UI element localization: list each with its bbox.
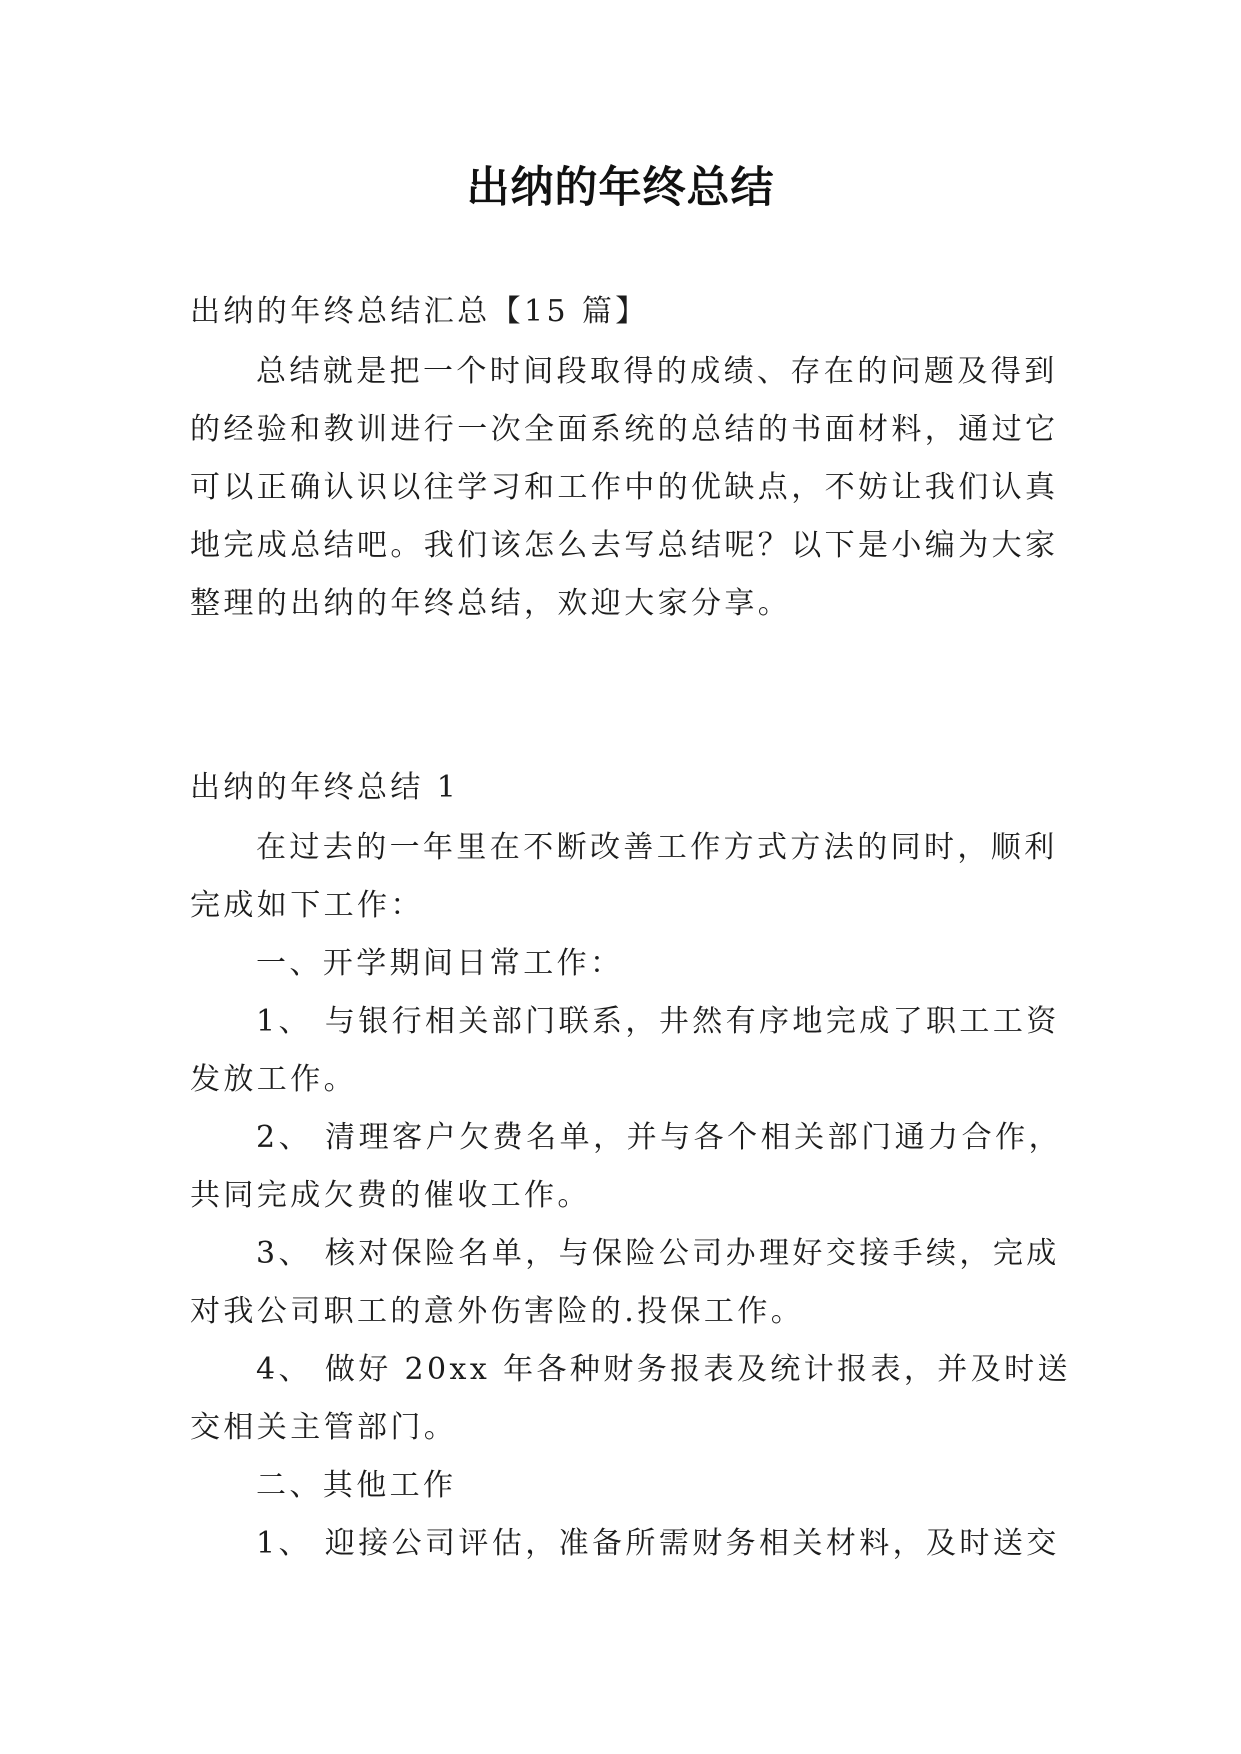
body-line: 对我公司职工的意外伤害险的.投保工作。 xyxy=(190,1294,805,1329)
body-line: 共同完成欠费的催收工作。 xyxy=(190,1178,591,1213)
body-line: 二、其他工作 xyxy=(256,1468,457,1503)
intro-line: 地完成总结吧。我们该怎么去写总结呢？以下是小编为大家 xyxy=(190,528,1059,563)
body-line: 一、开学期间日常工作： xyxy=(256,946,624,981)
body-line: 1、 迎接公司评估，准备所需财务相关材料，及时送交 xyxy=(256,1526,1060,1561)
intro-line: 可以正确认识以往学习和工作中的优缺点，不妨让我们认真 xyxy=(190,470,1059,505)
body-line: 发放工作。 xyxy=(190,1062,357,1097)
intro-line: 的经验和教训进行一次全面系统的总结的书面材料，通过它 xyxy=(190,412,1059,447)
intro-line: 总结就是把一个时间段取得的成绩、存在的问题及得到 xyxy=(256,354,1058,389)
body-line: 交相关主管部门。 xyxy=(190,1410,458,1445)
body-line: 3、 核对保险名单，与保险公司办理好交接手续，完成 xyxy=(256,1236,1060,1271)
body-line: 1、 与银行相关部门联系，井然有序地完成了职工工资 xyxy=(256,1004,1060,1039)
body-line: 2、 清理客户欠费名单，并与各个相关部门通力合作， xyxy=(256,1120,1062,1155)
body-line: 完成如下工作： xyxy=(190,888,424,923)
body-line: 在过去的一年里在不断改善工作方式方法的同时，顺利 xyxy=(256,830,1058,865)
body-line: 4、 做好 20xx 年各种财务报表及统计报表，并及时送 xyxy=(256,1352,1071,1387)
document-subtitle: 出纳的年终总结汇总【15 篇】 xyxy=(190,294,649,329)
document-title: 出纳的年终总结 xyxy=(466,163,775,213)
section-heading: 出纳的年终总结 1 xyxy=(190,770,460,805)
intro-line: 整理的出纳的年终总结，欢迎大家分享。 xyxy=(190,586,792,621)
